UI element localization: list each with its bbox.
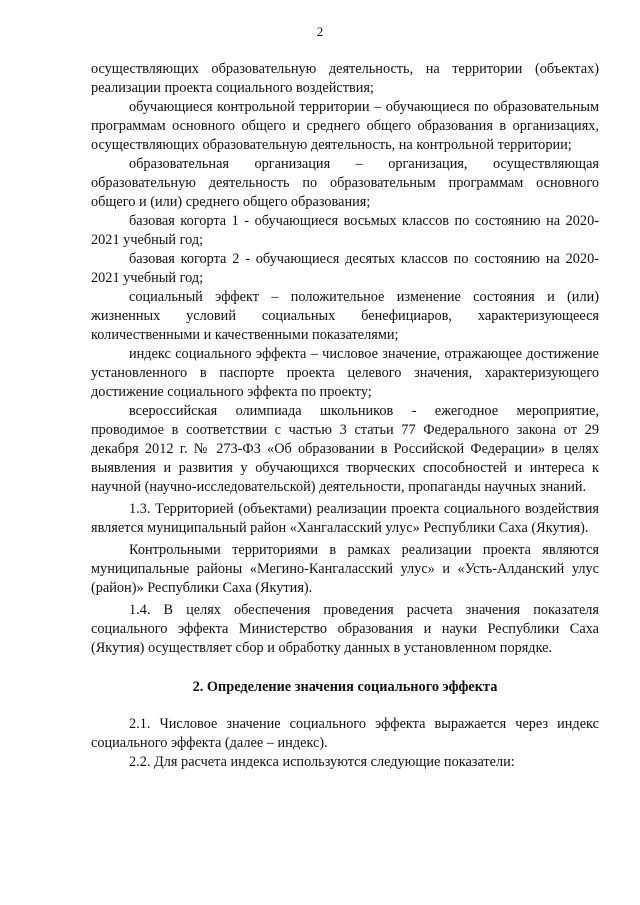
clause-2-1: 2.1. Числовое значение социального эффекта выражается через индекс социального эффекта (далее – индекс). <box>91 716 599 751</box>
clause-1-3: 1.3. Территорией (объектами) реализации проекта социального воздействия является муниципальный район «Хангаласский улус» Республики Саха (Якутия). <box>91 501 599 536</box>
definition-cohort-1: базовая когорта 1 - обучающиеся восьмых классов по состоянию на 2020-2021 учебный год; <box>91 213 599 248</box>
clause-1-4: 1.4. В целях обеспечения проведения расчета значения показателя социального эффекта Министерство образования и науки Республики Саха (Якутия) осуществляет сбор и обработку данных в установленном порядке. <box>91 602 599 656</box>
definition-cohort-2: базовая когорта 2 - обучающиеся десятых классов по состоянию на 2020-2021 учебный год; <box>91 251 599 286</box>
section-heading: 2. Определение значения социального эффекта <box>192 679 498 695</box>
definition-effect-index: индекс социального эффекта – числовое значение, отражающее достижение установленного в паспорте проекта целевого значения, характеризующего достижение социального эффекта по проекту; <box>91 346 599 400</box>
paragraph-continuation: осуществляющих образовательную деятельность, на территории (объектах) реализации проекта социального воздействия; <box>91 61 599 96</box>
control-territories: Контрольными территориями в рамках реализации проекта являются муниципальные районы «Мегино-Кангаласский улус» и «Усть-Алданский улус (район)» Республики Саха (Якутия). <box>91 542 599 596</box>
definition-social-effect: социальный эффект – положительное изменение состояния и (или) жизненных условий социальных бенефициаров, характеризующееся количественными и качественными показателями; <box>91 289 599 343</box>
clause-2-2: 2.2. Для расчета индекса используются следующие показатели: <box>129 754 515 770</box>
definition-educational-organization: образовательная организация – организация, осуществляющая образовательную деятельность по образовательным программам основного общего и (или) среднего общего образования; <box>91 156 599 210</box>
page-number: 2 <box>316 24 324 39</box>
document-body <box>91 60 599 772</box>
definition-olympiad: всероссийская олимпиада школьников - ежегодное мероприятие, проводимое в соответствии с частью 3 статьи 77 Федерального закона от 29 декабря 2012 г. № 273-ФЗ «Об образовании в Российской Федерации» в целях выявления и развития у обучающихся творческих способностей и интереса к научной (научно-исследовательской) деятельности, пропаганды научных знаний. <box>91 403 599 495</box>
definition-control-students: обучающиеся контрольной территории – обучающиеся по образовательным программам основного общего и среднего общего образования в организациях, осуществляющих образовательную деятельность, на контрольной территории; <box>91 99 599 153</box>
